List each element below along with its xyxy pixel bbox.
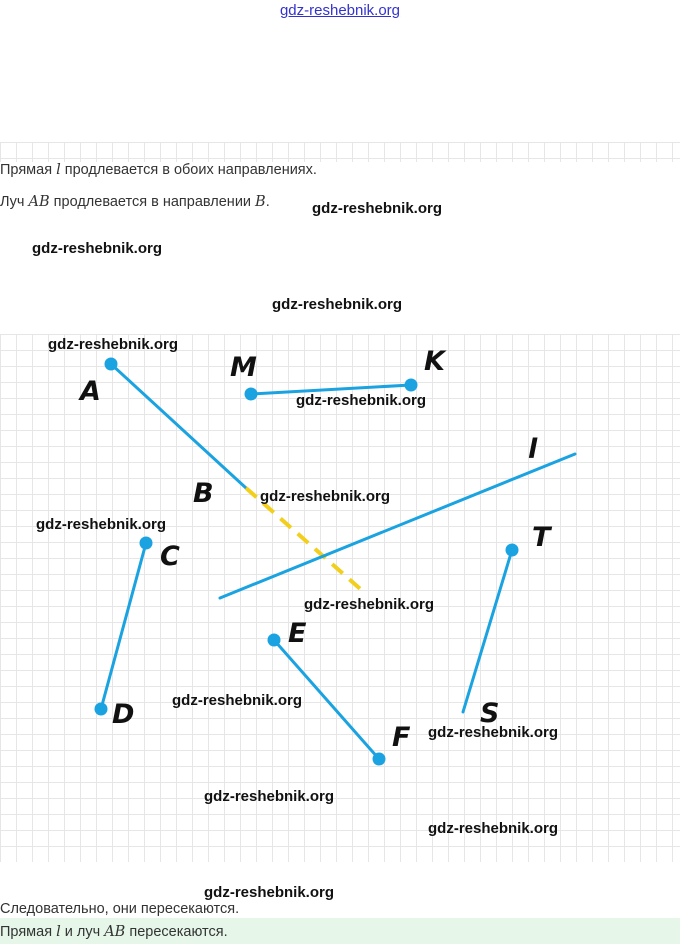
watermark: gdz-reshebnik.org (204, 788, 335, 805)
point-d (95, 703, 108, 716)
math-var-ab: AB (28, 194, 50, 210)
point-f (373, 753, 386, 766)
label-b: B (193, 478, 214, 509)
text-fragment: . (265, 194, 270, 210)
point-c (140, 537, 153, 550)
math-var-l: l (56, 924, 61, 940)
text-fragment: Прямая (0, 924, 57, 940)
watermark: gdz-reshebnik.org (304, 596, 435, 613)
math-var-l: l (56, 162, 61, 178)
label-d: D (112, 699, 135, 730)
math-var-ab: AB (104, 924, 126, 940)
label-m: M (230, 352, 257, 383)
watermark: gdz-reshebnik.org (48, 336, 179, 353)
site-link[interactable]: gdz-reshebnik.org (279, 2, 401, 19)
label-t: T (532, 522, 551, 553)
label-l: l (528, 434, 538, 465)
point-a (105, 358, 118, 371)
watermark: gdz-reshebnik.org (428, 724, 559, 741)
text-fragment: пересекаются. (125, 924, 228, 940)
text-fragment: продлевается в обоих направлениях. (60, 162, 317, 178)
point-k (405, 379, 418, 392)
segment-cd (101, 543, 146, 709)
segment-ab (111, 364, 246, 488)
text-fragment: продлевается в направлении (49, 194, 256, 210)
watermark: gdz-reshebnik.org (260, 488, 391, 505)
label-e: E (288, 618, 307, 649)
point-m (245, 388, 258, 401)
label-k: K (424, 346, 445, 377)
watermark: gdz-reshebnik.org (36, 516, 167, 533)
line-l (220, 454, 575, 598)
label-s: S (480, 698, 500, 729)
conclusion-text: Следовательно, они пересекаются. (0, 901, 240, 917)
watermark: gdz-reshebnik.org (312, 200, 443, 217)
answer-text (0, 924, 228, 940)
math-var-b: B (255, 194, 266, 210)
watermark: gdz-reshebnik.org (32, 240, 163, 257)
text-fragment: Прямая (0, 162, 57, 178)
text-fragment: и луч (60, 924, 105, 940)
point-e (268, 634, 281, 647)
label-a: A (80, 376, 101, 407)
watermark: gdz-reshebnik.org (204, 884, 335, 901)
label-f: F (392, 722, 411, 753)
watermark: gdz-reshebnik.org (272, 296, 403, 313)
label-c: C (160, 541, 180, 572)
watermark: gdz-reshebnik.org (296, 392, 427, 409)
text-fragment: Луч (0, 194, 29, 210)
segment-st (463, 550, 512, 712)
point-t (506, 544, 519, 557)
watermark: gdz-reshebnik.org (172, 692, 303, 709)
watermark: gdz-reshebnik.org (428, 820, 559, 837)
